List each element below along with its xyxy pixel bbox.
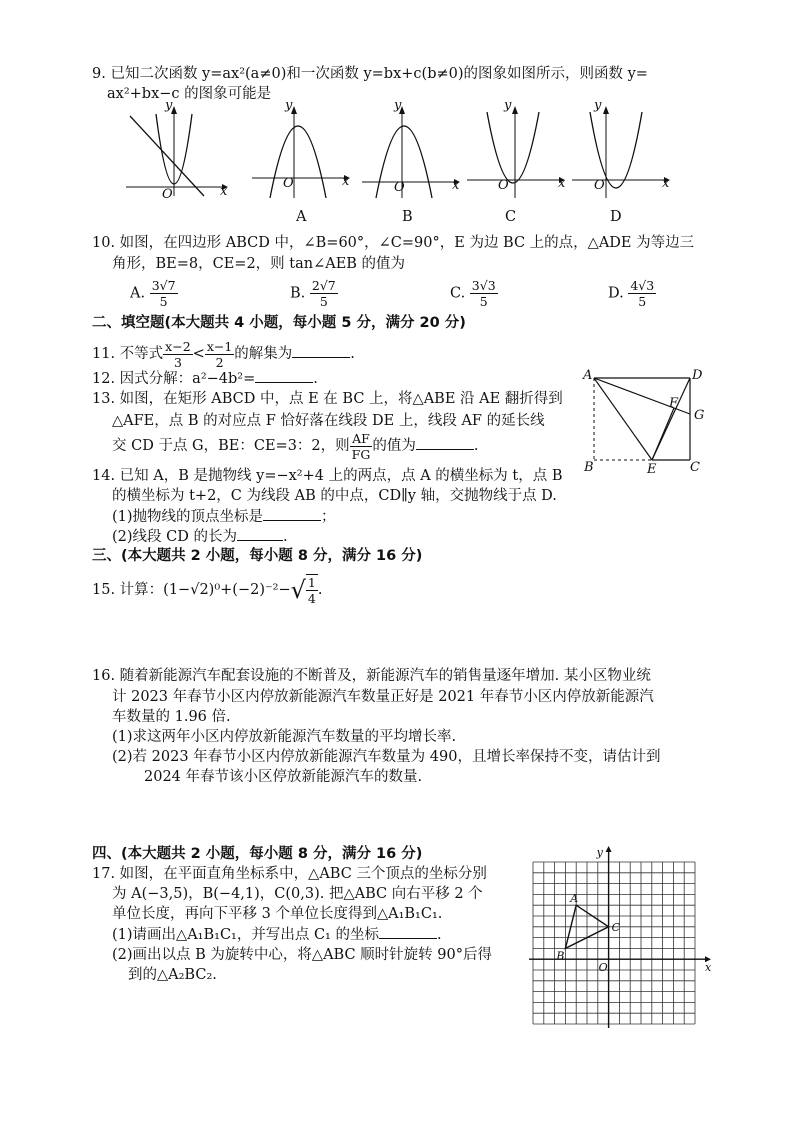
q9-option-c-graph xyxy=(467,104,567,200)
q9-option-a-y: y xyxy=(285,98,293,113)
q14-line2: 的横坐标为 t+2，C 为线段 AB 的中点，CD∥y 轴，交抛物线于点 D. xyxy=(112,488,557,504)
q14-sub2-blank[interactable] xyxy=(237,526,283,541)
q10-line2: 角形，BE=8，CE=2，则 tan∠AEB 的值为 xyxy=(112,256,406,272)
q12-answer-blank[interactable] xyxy=(255,368,313,383)
q9-option-d-origin: O xyxy=(594,178,605,193)
q9-option-a-label[interactable]: A xyxy=(296,209,307,225)
q13-point-d: D xyxy=(692,368,703,383)
q13-point-e: E xyxy=(647,462,657,477)
q17-sub1: (1)请画出△A₁B₁C₁，并写出点 C₁ 的坐标 . xyxy=(112,924,442,946)
section-4-heading: 四、(本大题共 2 小题，每小题 8 分，满分 16 分) xyxy=(92,846,423,862)
q14-sub1: (1)抛物线的顶点坐标是 ； xyxy=(112,506,336,528)
q9-option-b-y: y xyxy=(394,98,402,113)
q14-sub2: (2)线段 CD 的长为 . xyxy=(112,526,288,548)
q14-line1: 14. 已知 A，B 是抛物线 y=−x²+4 上的两点，点 A 的横坐标为 t，点 B xyxy=(92,468,563,484)
q9-line2: ax²+bx−c 的图象可能是 xyxy=(107,86,272,102)
q13-point-c: C xyxy=(690,460,700,475)
q9-option-d-label[interactable]: D xyxy=(610,209,622,225)
q17-line3: 单位长度，再向下平移 3 个单位长度得到△A₁B₁C₁. xyxy=(112,906,443,922)
q16-sub2a: (2)若 2023 年春节小区内停放新能源汽车数量为 490，且增长率保持不变，请估计到 xyxy=(112,749,661,765)
q10-choice-c[interactable]: C. $\frac{3√3}{5}$ xyxy=(450,278,496,309)
label-x: x xyxy=(705,961,712,975)
q16-line2: 计 2023 年春节小区内停放新能源汽车数量正好是 2021 年春节小区内停放新能源汽 xyxy=(112,689,654,705)
q10-choice-d[interactable]: D. $\frac{4√3}{5}$ xyxy=(608,278,655,309)
q13-point-f: F xyxy=(669,396,679,411)
q17-line1: 17. 如图，在平面直角坐标系中，△ABC 三个顶点的坐标分别 xyxy=(92,866,487,882)
q16-line1: 16. 随着新能源汽车配套设施的不断普及，新能源汽车的销售量逐年增加. 某小区物业统 xyxy=(92,668,651,684)
sqrt-sign: √ xyxy=(290,576,306,604)
q16-sub1: (1)求这两年小区内停放新能源汽车数量的平均增长率. xyxy=(112,729,457,745)
q9-option-a-graph xyxy=(252,104,352,200)
q9-option-a-x: x xyxy=(342,174,350,189)
q11: 11. 不等式 $\frac{x-2}{3}$ < $\frac{x-1}{2}$ 的解集为 . xyxy=(92,338,355,370)
q14-sub1-blank[interactable] xyxy=(263,506,321,521)
q13-line2: △AFE，点 B 的对应点 F 恰好落在线段 DE 上，线段 AF 的延长线 xyxy=(112,413,545,429)
q9-option-c-label[interactable]: C xyxy=(505,209,517,225)
q13-point-a: A xyxy=(583,368,593,383)
y-axis-arrow xyxy=(606,846,612,852)
q9-option-c-x: x xyxy=(558,176,566,191)
q17-sub1-blank[interactable] xyxy=(379,924,437,939)
q9-option-b-x: x xyxy=(452,178,460,193)
label-y: y xyxy=(596,846,603,859)
q17-sub2a: (2)画出以点 B 为旋转中心，将△ABC 顺时针旋转 90°后得 xyxy=(112,947,492,963)
q10-choice-b[interactable]: B. $\frac{2√7}{5}$ xyxy=(290,278,336,309)
section-2-heading: 二、填空题(本大题共 4 小题，每小题 5 分，满分 20 分) xyxy=(92,315,466,331)
label-b: B xyxy=(556,949,565,963)
q13-point-b: B xyxy=(584,460,594,475)
q16-line3: 车数量的 1.96 倍. xyxy=(112,709,231,725)
q17-coordinate-grid xyxy=(520,846,712,1026)
q15: 15. 计算：(1−√2)⁰+(−2)⁻²−√ $\frac{1}{4}$ . xyxy=(92,575,323,606)
q13-point-g: G xyxy=(694,408,705,423)
label-c: C xyxy=(611,920,621,934)
q13-line3: 交 CD 于点 G，BE：CE=3：2，则 $\frac{AF}{FG}$ 的值为 . xyxy=(112,430,479,462)
q9-option-a-origin: O xyxy=(283,176,294,191)
q17-sub2b: 到的△A₂BC₂. xyxy=(128,967,217,983)
label-a: A xyxy=(570,892,579,906)
q9-line1: 9. 已知二次函数 y=ax²(a≠0)和一次函数 y=bx+c(b≠0)的图象如图所示，则函数 y= xyxy=(92,66,648,82)
q12: 12. 因式分解：a²−4b²= . xyxy=(92,368,318,390)
label-origin: O xyxy=(598,961,608,975)
q9-given-y-label: y xyxy=(165,98,173,113)
q9-option-c-y: y xyxy=(504,98,512,113)
q9-given-graph xyxy=(122,104,228,200)
q10-line1: 10. 如图，在四边形 ABCD 中，∠B=60°，∠C=90°，E 为边 BC 上的点，△ADE 为等边三 xyxy=(92,235,695,251)
q9-option-d-x: x xyxy=(662,176,670,191)
q13-line1: 13. 如图，在矩形 ABCD 中，点 E 在 BC 上，将△ABE 沿 AE 翻折得到 xyxy=(92,391,563,407)
q9-option-d-graph xyxy=(572,104,672,200)
q13-answer-blank[interactable] xyxy=(416,435,474,450)
q16-sub2b: 2024 年春节该小区停放新能源汽车的数量. xyxy=(144,769,423,785)
q10-choice-a[interactable]: A. $\frac{3√7}{5}$ xyxy=(130,278,176,309)
section-3-heading: 三、(本大题共 2 小题，每小题 8 分，满分 16 分) xyxy=(92,548,423,564)
q11-answer-blank[interactable] xyxy=(292,343,350,358)
q9-option-b-graph xyxy=(362,104,462,200)
q9-option-b-label[interactable]: B xyxy=(402,209,413,225)
q9-option-d-y: y xyxy=(594,98,602,113)
q17-line2: 为 A(−3,5)，B(−4,1)，C(0,3). 把△ABC 向右平移 2 个 xyxy=(112,886,483,902)
q9-option-b-origin: O xyxy=(394,180,405,195)
q9-given-x-label: x xyxy=(220,184,228,199)
q9-option-c-origin: O xyxy=(498,178,509,193)
q9-given-origin: O xyxy=(162,187,173,202)
